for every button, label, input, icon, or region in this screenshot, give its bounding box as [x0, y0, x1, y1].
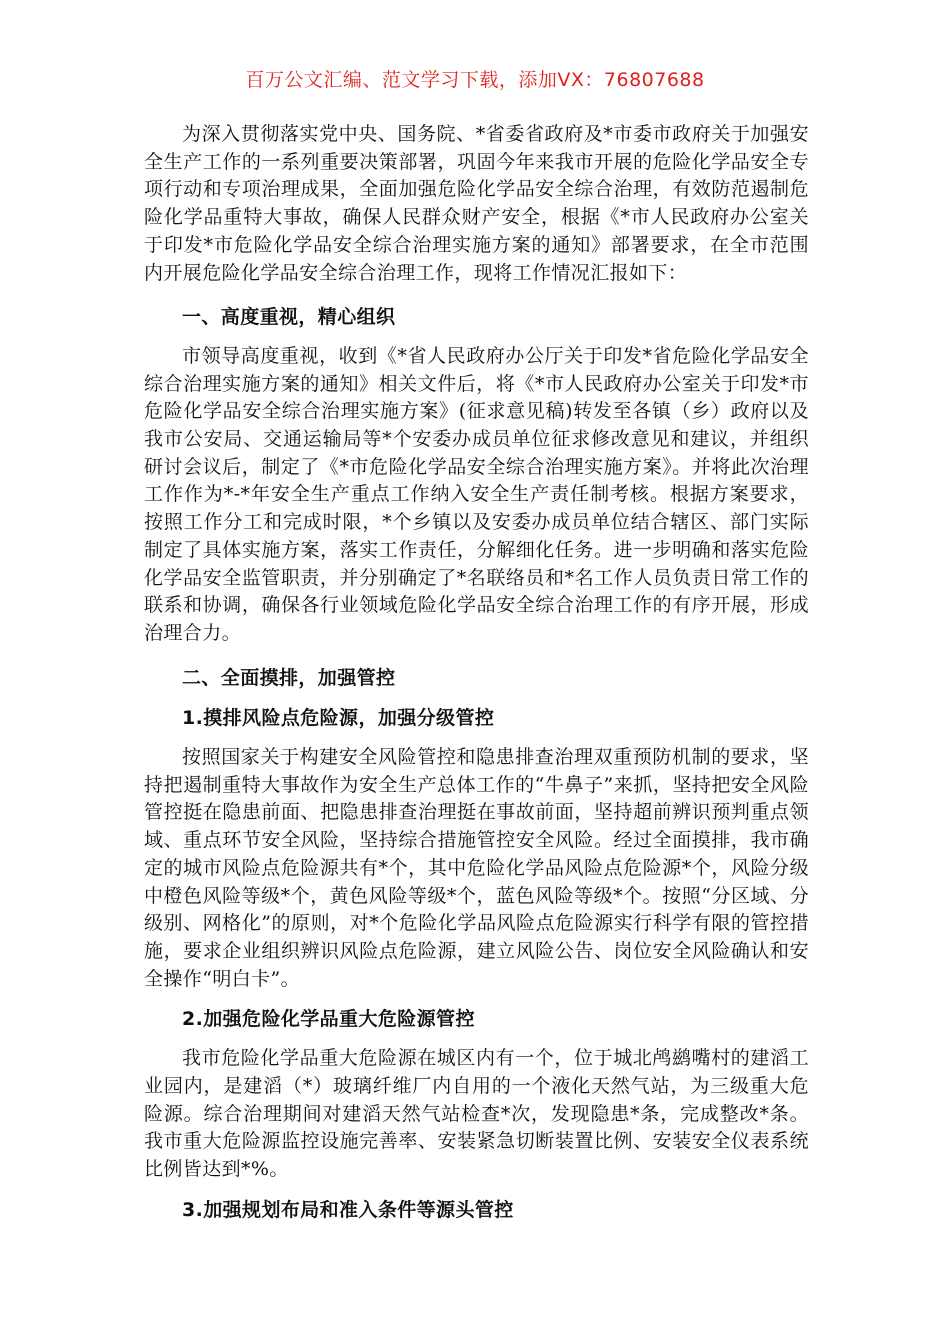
subsection-3-heading: 3.加强规划布局和准入条件等源头管控: [182, 1198, 514, 1221]
promo-banner: 百万公文汇编、范文学习下载，添加VX：76807688: [245, 69, 705, 91]
subsection-1-paragraph: 按照国家关于构建安全风险管控和隐患排查治理双重预防机制的要求，坚持把遏制重特大事故作为安全生产总体工作的“牛鼻子”来抓，坚持把安全风险管控挺在隐患前面、把隐患排查治理挺在事故前面，坚持超前辨识预判重点领域、重点环节安全风险，坚持综合措施管控安全风险。经过全面摸排，我市确定的城市风险点危险源共有*个，其中危险化学品风险点危险源*个，风险分级中橙色风险等级*个，黄色风险等级*个，蓝色风险等级*个。按照“分区域、分级别、网格化”的原则，对*个危险化学品风险点危险源实行科学有限的管控措施，要求企业组织辨识风险点危险源，建立风险公告、岗位安全风险确认和安全操作“明白卡”。: [144, 746, 809, 990]
section-2-heading: 二、全面摸排，加强管控: [182, 666, 396, 689]
subsection-2-heading: 2.加强危险化学品重大危险源管控: [182, 1008, 475, 1031]
section-1-heading: 一、高度重视，精心组织: [182, 306, 396, 329]
subsection-1-heading: 1.摸排风险点危险源，加强分级管控: [182, 707, 495, 730]
subsection-2-paragraph: 我市危险化学品重大危险源在城区内有一个，位于城北鸬鹚嘴村的建滔工业园内，是建滔（*）玻璃纤维厂内自用的一个液化天然气站，为三级重大危险源。综合治理期间对建滔天然气站检查*次，发现隐患*条，完成整改*条。我市重大危险源监控设施完善率、安装紧急切断装置比例、安装安全仪表系统比例皆达到*%。: [144, 1047, 809, 1180]
document-body: [144, 121, 809, 1235]
intro-paragraph: 为深入贯彻落实党中央、国务院、*省委省政府及*市委市政府关于加强安全生产工作的一系列重要决策部署，巩固今年来我市开展的危险化学品安全专项行动和专项治理成果，全面加强危险化学品安全综合治理，有效防范遏制危险化学品重特大事故，确保人民群众财产安全，根据《*市人民政府办公室关于印发*市危险化学品安全综合治理实施方案的通知》部署要求，在全市范围内开展危险化学品安全综合治理工作，现将工作情况汇报如下：: [144, 123, 809, 284]
section-1-paragraph: 市领导高度重视，收到《*省人民政府办公厅关于印发*省危险化学品安全综合治理实施方案的通知》相关文件后，将《*市人民政府办公室关于印发*市危险化学品安全综合治理实施方案》(征求意见稿)转发至各镇（乡）政府以及我市公安局、交通运输局等*个安委办成员单位征求修改意见和建议，并组织研讨会议后，制定了《*市危险化学品安全综合治理实施方案》。并将此次治理工作作为*-*年安全生产重点工作纳入安全生产责任制考核。根据方案要求，按照工作分工和完成时限，*个乡镇以及安委办成员单位结合辖区、部门实际制定了具体实施方案，落实工作责任，分解细化任务。进一步明确和落实危险化学品安全监管职责，并分别确定了*名联络员和*名工作人员负责日常工作的联系和协调，确保各行业领域危险化学品安全综合治理工作的有序开展，形成治理合力。: [144, 344, 809, 644]
